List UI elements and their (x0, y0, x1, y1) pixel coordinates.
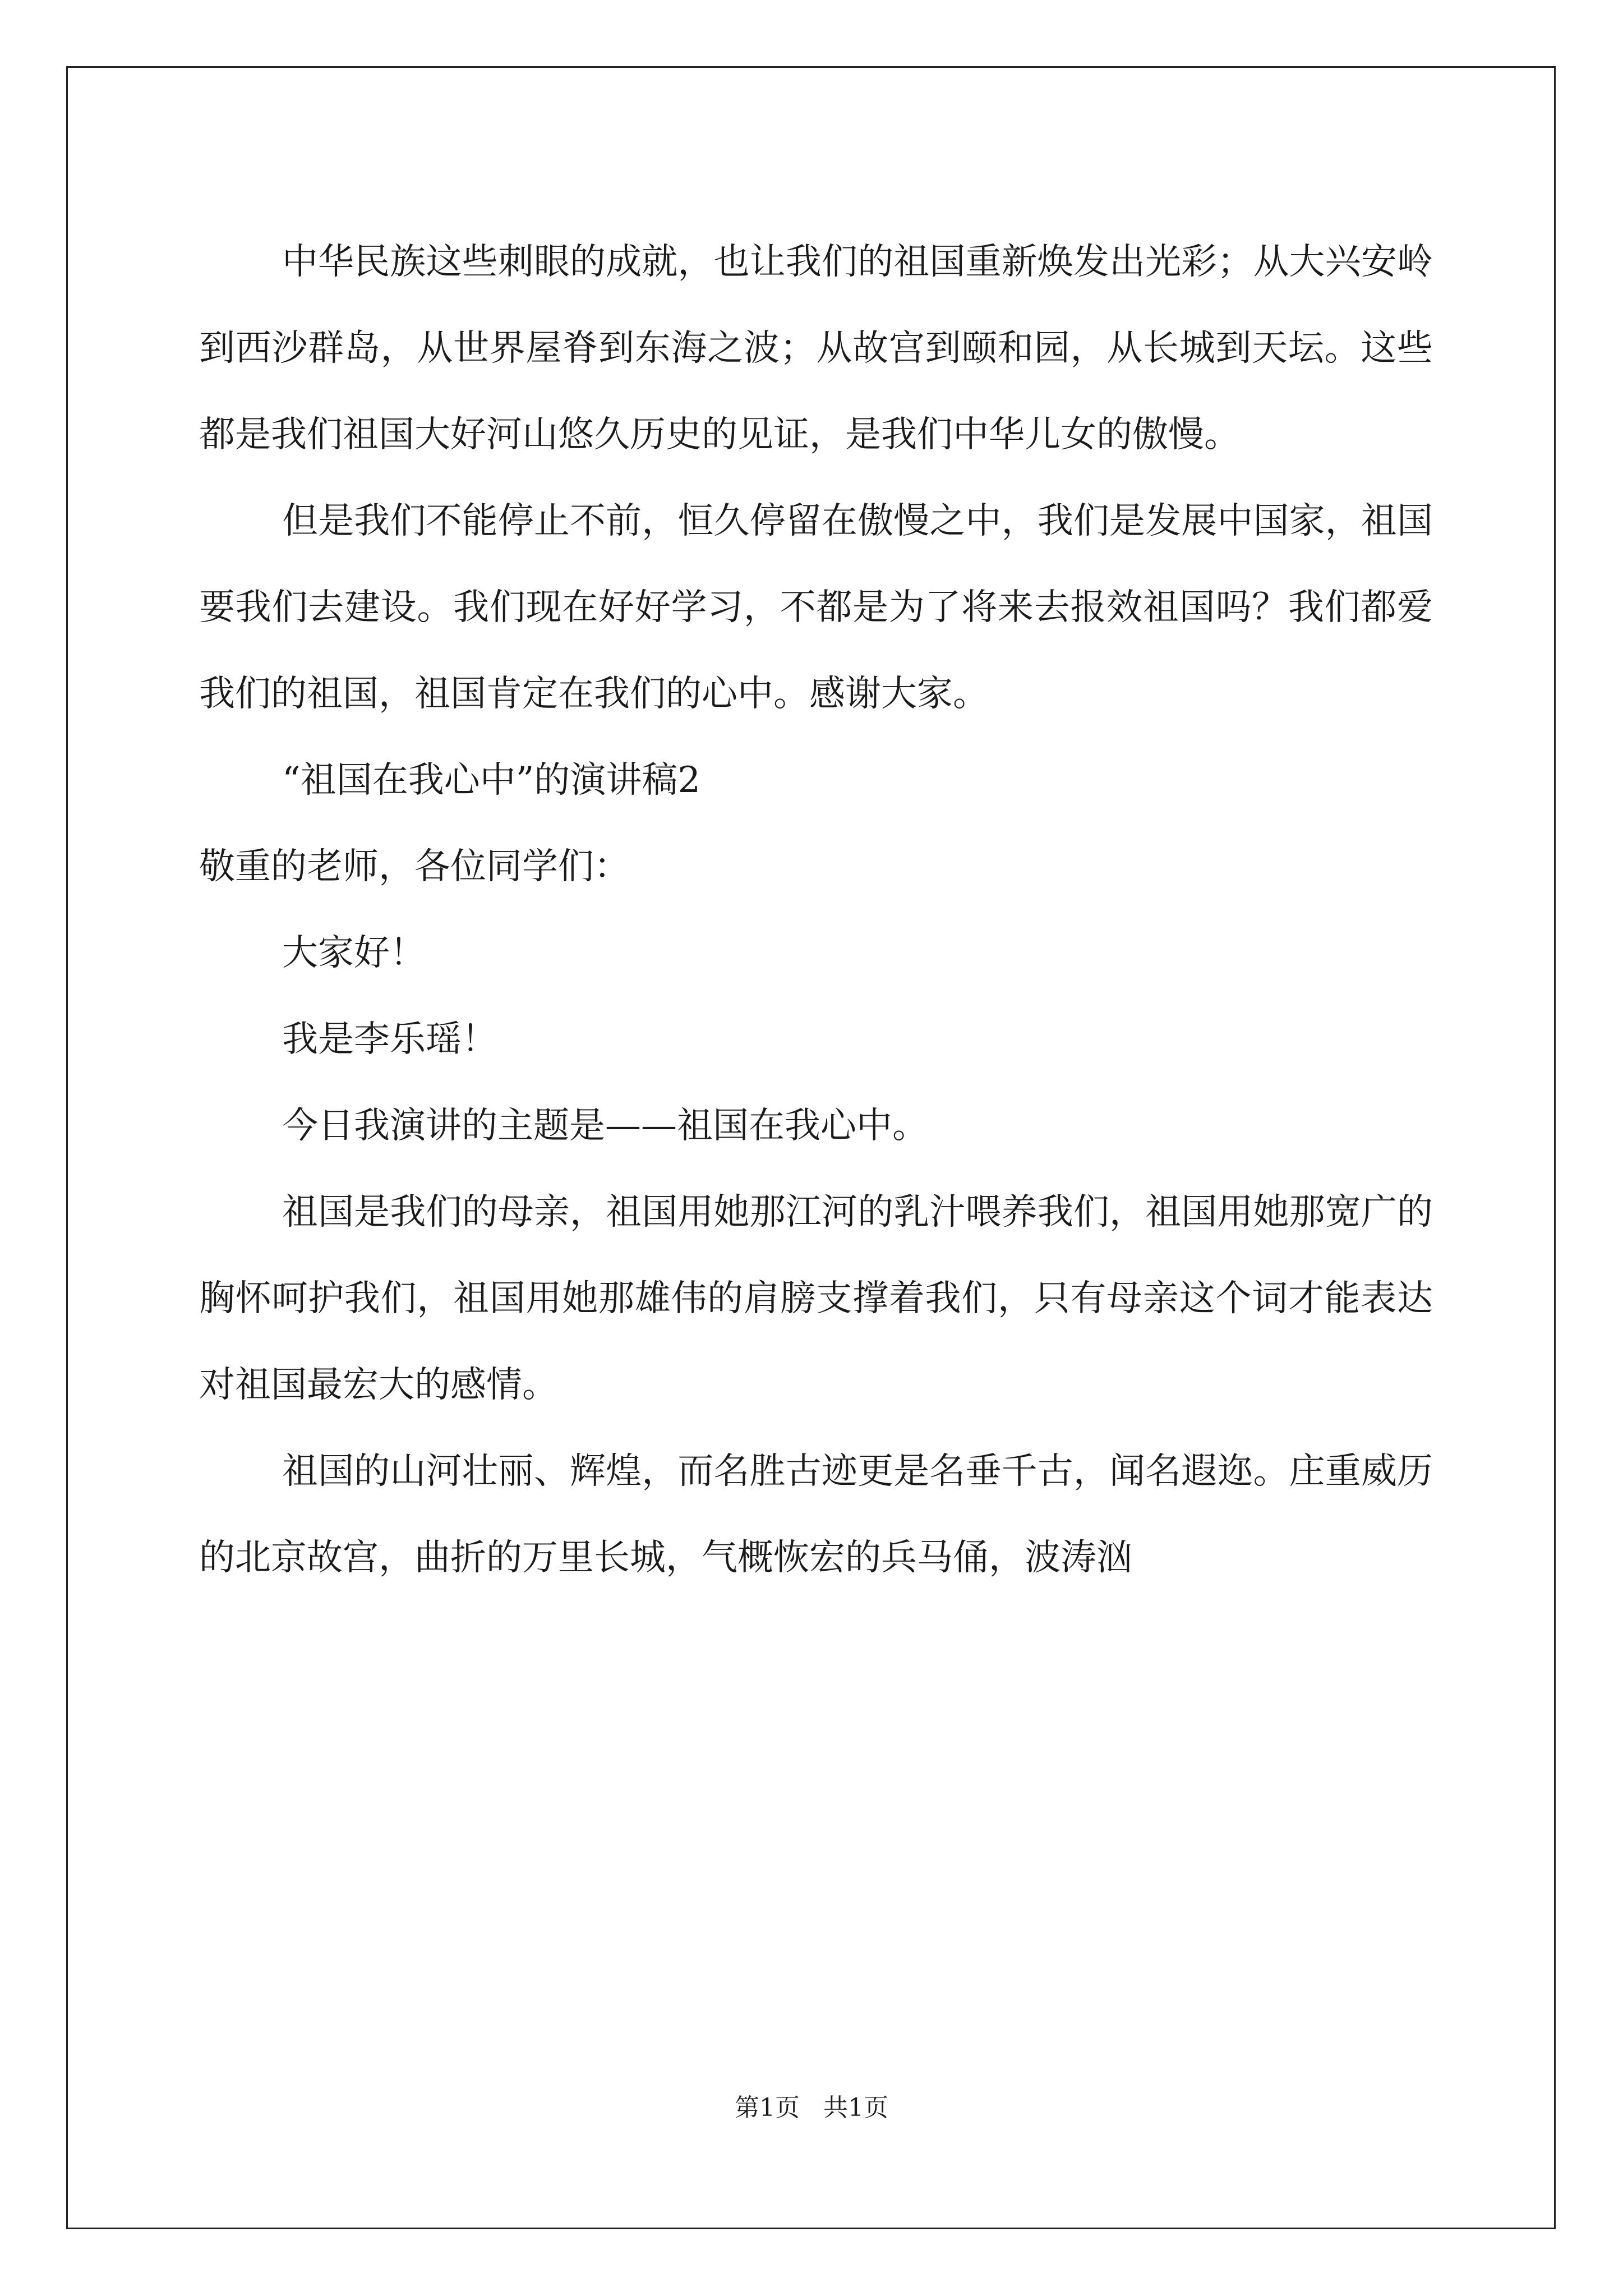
page-footer: 第1页 共1页 (735, 2093, 888, 2122)
paragraph-achievements: 中华民族这些刺眼的成就，也让我们的祖国重新焕发出光彩；从大兴安岭到西沙群岛，从世界屋脊到东海之波；从故宫到颐和园，从长城到天坛。这些都是我们祖国大好河山悠久历史的见证，是我们中华儿女的傲慢。 (199, 241, 1433, 455)
greeting: 大家好！ (282, 932, 426, 974)
salutation: 敬重的老师，各位同学们： (199, 846, 630, 887)
speech-title: “祖国在我心中”的演讲稿2 (282, 760, 701, 801)
self-introduction: 我是李乐瑶！ (282, 1019, 497, 1060)
document-body (199, 219, 1433, 1601)
paragraph-keep-developing: 但是我们不能停止不前，恒久停留在傲慢之中，我们是发展中国家，祖国要我们去建设。我们现在好好学习，不都是为了将来去报效祖国吗？我们都爱我们的祖国，祖国肯定在我们的心中。感谢大家。 (199, 500, 1433, 715)
paragraph-scenic-sites: 祖国的山河壮丽、辉煌，而名胜古迹更是名垂千古，闻名遐迩。庄重威历的北京故宫，曲折的万里长城，气概恢宏的兵马俑，波涛汹 (199, 1451, 1433, 1579)
paragraph-motherland-mother: 祖国是我们的母亲，祖国用她那江河的乳汁喂养我们，祖国用她那宽广的胸怀呵护我们，祖国用她那雄伟的肩膀支撑着我们，只有母亲这个词才能表达对祖国最宏大的感情。 (199, 1191, 1433, 1406)
speech-topic: 今日我演讲的主题是——祖国在我心中。 (282, 1105, 928, 1147)
